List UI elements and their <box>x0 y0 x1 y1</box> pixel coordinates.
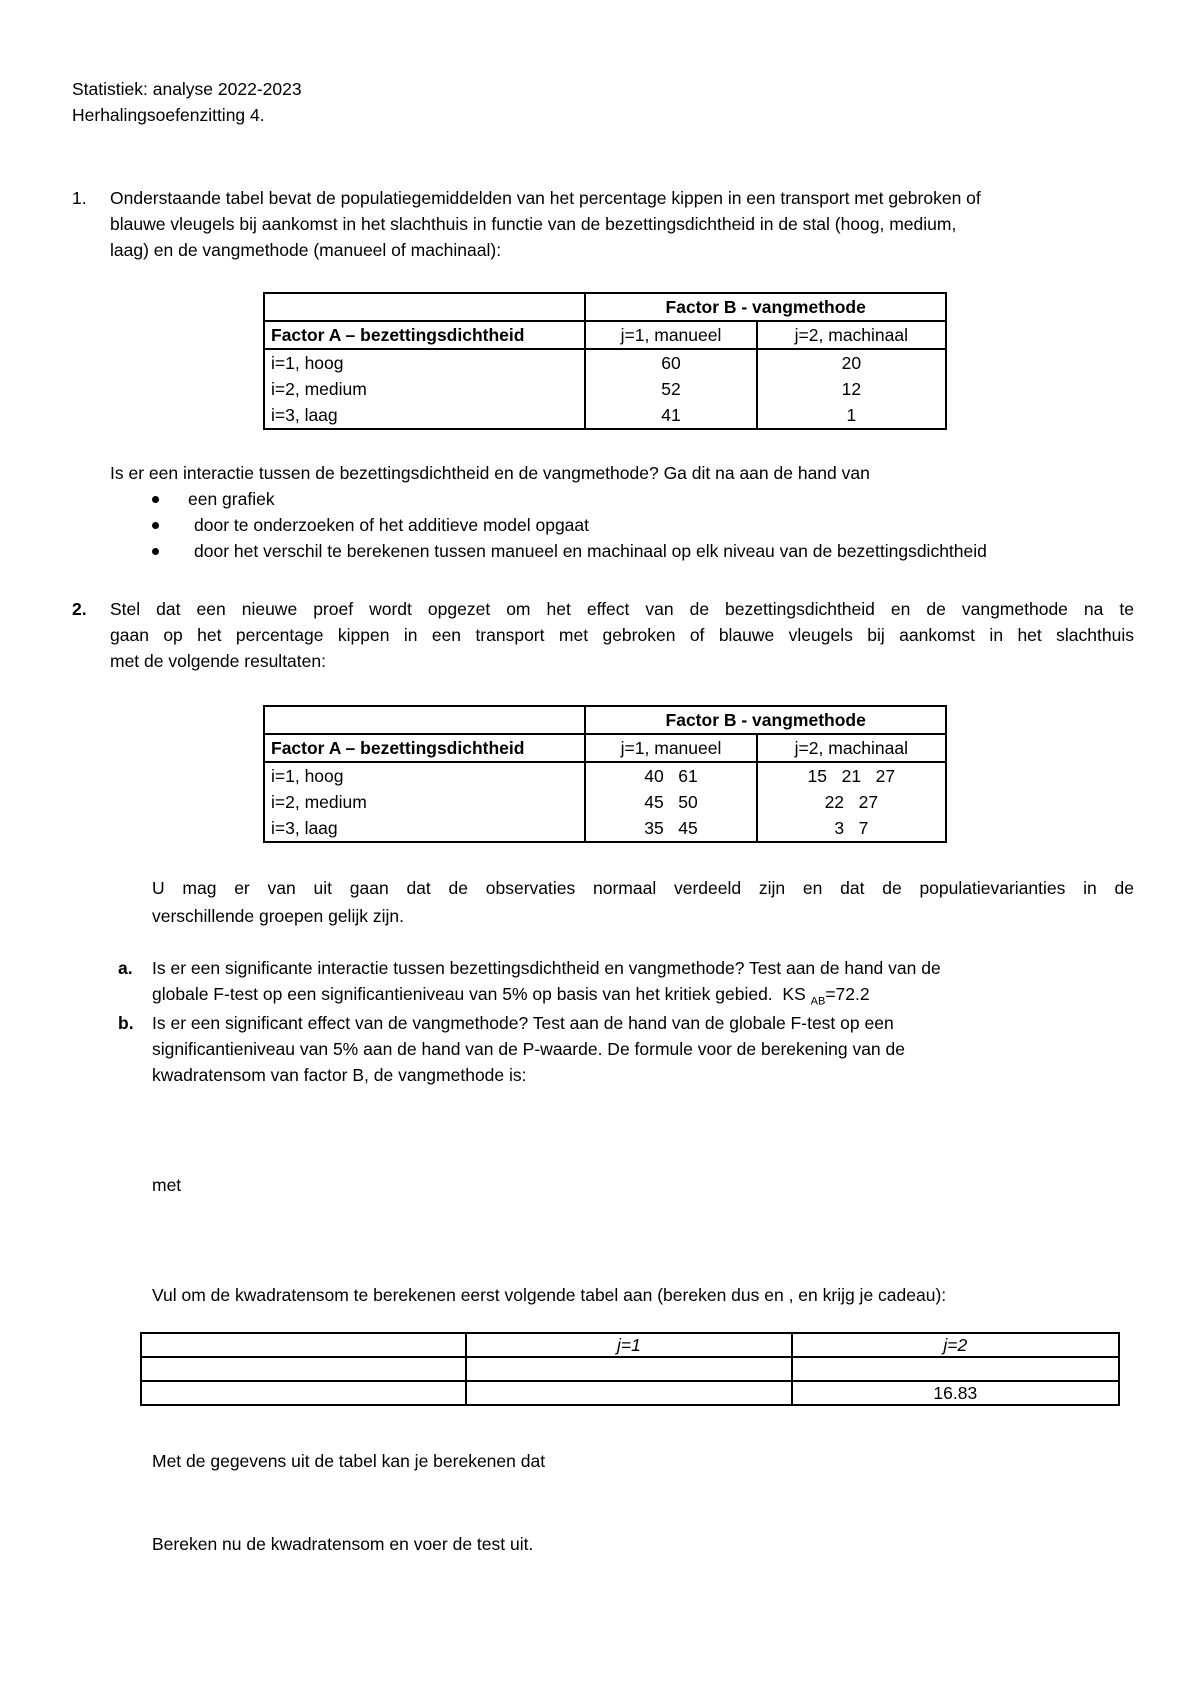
question-1-text-line: blauwe vleugels bij aankomst in het slachthuis in functie van de bezettingsdichtheid in de stal (hoog, medium, <box>110 214 957 234</box>
ks-subscript: AB <box>810 995 826 1008</box>
question-2-number: 2. <box>72 599 87 619</box>
sum-of-squares-table <box>140 1332 1120 1406</box>
bullet-item <box>152 512 589 538</box>
course-title: Statistiek: analyse 2022-2023 <box>72 79 302 99</box>
experiment-results-table <box>263 705 947 843</box>
factor-a-header: Factor A – bezettingsdichtheid <box>264 734 585 762</box>
part-a-text-line: Is er een significante interactie tussen bezettingsdichtheid en vangmethode? Test aan de hand van de <box>152 958 941 978</box>
question-2-text-line: Stel dat een nieuwe proef wordt opgezet om het effect van de bezettingsdichtheid en de vangmethode na te <box>110 599 1134 619</box>
table-cell: 12 <box>757 376 946 402</box>
bullet-item <box>152 486 275 512</box>
table-cell <box>792 1357 1119 1381</box>
table-cell <box>466 1381 791 1405</box>
bullet-item <box>152 538 987 564</box>
table-cell: 16.83 <box>792 1381 1119 1405</box>
row-label: i=3, laag <box>264 402 585 429</box>
part-b-text-line: kwadratensom van factor B, de vangmethode is: <box>152 1065 527 1085</box>
ks-symbol: KS <box>782 984 806 1004</box>
question-2-text-line: met de volgende resultaten: <box>110 651 326 671</box>
assumption-line: verschillende groepen gelijk zijn. <box>152 906 404 926</box>
part-b-text-line: significantieniveau van 5% aan de hand van de P-waarde. De formule voor de berekening van de <box>152 1039 905 1059</box>
table-cell: 41 <box>585 402 756 429</box>
row-label: i=2, medium <box>264 376 585 402</box>
table-cell <box>141 1357 466 1381</box>
table-cell <box>141 1333 466 1357</box>
table-cell <box>141 1381 466 1405</box>
part-a-label: a. <box>118 958 133 978</box>
question-1-text-line: laag) en de vangmethode (manueel of machinaal): <box>110 240 502 260</box>
table-cell: 35 45 <box>585 815 756 842</box>
met-label: met <box>152 1175 182 1195</box>
table-cell: 52 <box>585 376 756 402</box>
factor-b-header: Factor B - vangmethode <box>585 293 946 321</box>
question-1-text-line: Onderstaande tabel bevat de populatiegemiddelden van het percentage kippen in een transport met gebroken of <box>110 188 981 208</box>
bullet-text: een grafiek <box>188 489 275 509</box>
factor-a-header: Factor A – bezettingsdichtheid <box>264 321 585 349</box>
bullet-icon <box>152 522 159 529</box>
table-cell: 3 7 <box>757 815 946 842</box>
question-1-interaction: Is er een interactie tussen de bezettingsdichtheid en de vangmethode? Ga dit na aan de hand van <box>110 463 870 483</box>
question-2-text-line: gaan op het percentage kippen in een transport met gebroken of blauwe vleugels bij aankomst in het slachthuis <box>110 625 1134 645</box>
bullet-text: door te onderzoeken of het additieve model opgaat <box>194 515 590 535</box>
part-b-label: b. <box>118 1013 134 1033</box>
table-cell: 22 27 <box>757 789 946 815</box>
row-label: i=3, laag <box>264 815 585 842</box>
row-label: i=1, hoog <box>264 349 585 376</box>
column-header: j=2 <box>792 1333 1119 1357</box>
part-a-text: globale F-test op een significantieniveau van 5% op basis van het kritiek gebied. <box>152 984 773 1004</box>
table-cell: 1 <box>757 402 946 429</box>
part-b-text-line: Is er een significant effect van de vangmethode? Test aan de hand van de globale F-test op een <box>152 1013 894 1033</box>
column-header: j=1, manueel <box>585 734 756 762</box>
question-1-number: 1. <box>72 188 87 208</box>
table-cell: 20 <box>757 349 946 376</box>
conclusion-text: Met de gegevens uit de tabel kan je berekenen dat <box>152 1451 546 1471</box>
fill-instruction: Vul om de kwadratensom te berekenen eerst volgende tabel aan (bereken dus en , en krijg je cadeau): <box>152 1285 947 1305</box>
row-label: i=1, hoog <box>264 762 585 789</box>
table-cell: 15 21 27 <box>757 762 946 789</box>
bullet-icon <box>152 496 159 503</box>
column-header: j=2, machinaal <box>757 734 946 762</box>
row-label: i=2, medium <box>264 789 585 815</box>
column-header: j=1, manueel <box>585 321 756 349</box>
final-instruction: Bereken nu de kwadratensom en voer de test uit. <box>152 1534 534 1554</box>
column-header: j=1 <box>466 1333 791 1357</box>
factor-b-header: Factor B - vangmethode <box>585 706 946 734</box>
column-header: j=2, machinaal <box>757 321 946 349</box>
ks-value: =72.2 <box>825 984 870 1004</box>
table-cell: 45 50 <box>585 789 756 815</box>
bullet-icon <box>152 548 159 555</box>
table-cell <box>466 1357 791 1381</box>
assumption-line: U mag er van uit gaan dat de observaties normaal verdeeld zijn en dat de populatievarianties in de <box>152 878 1134 898</box>
table-cell: 60 <box>585 349 756 376</box>
population-means-table <box>263 292 947 430</box>
session-title: Herhalingsoefenzitting 4. <box>72 105 265 125</box>
table-cell: 40 61 <box>585 762 756 789</box>
bullet-text: door het verschil te berekenen tussen manueel en machinaal op elk niveau van de bezettingsdichtheid <box>194 541 987 561</box>
